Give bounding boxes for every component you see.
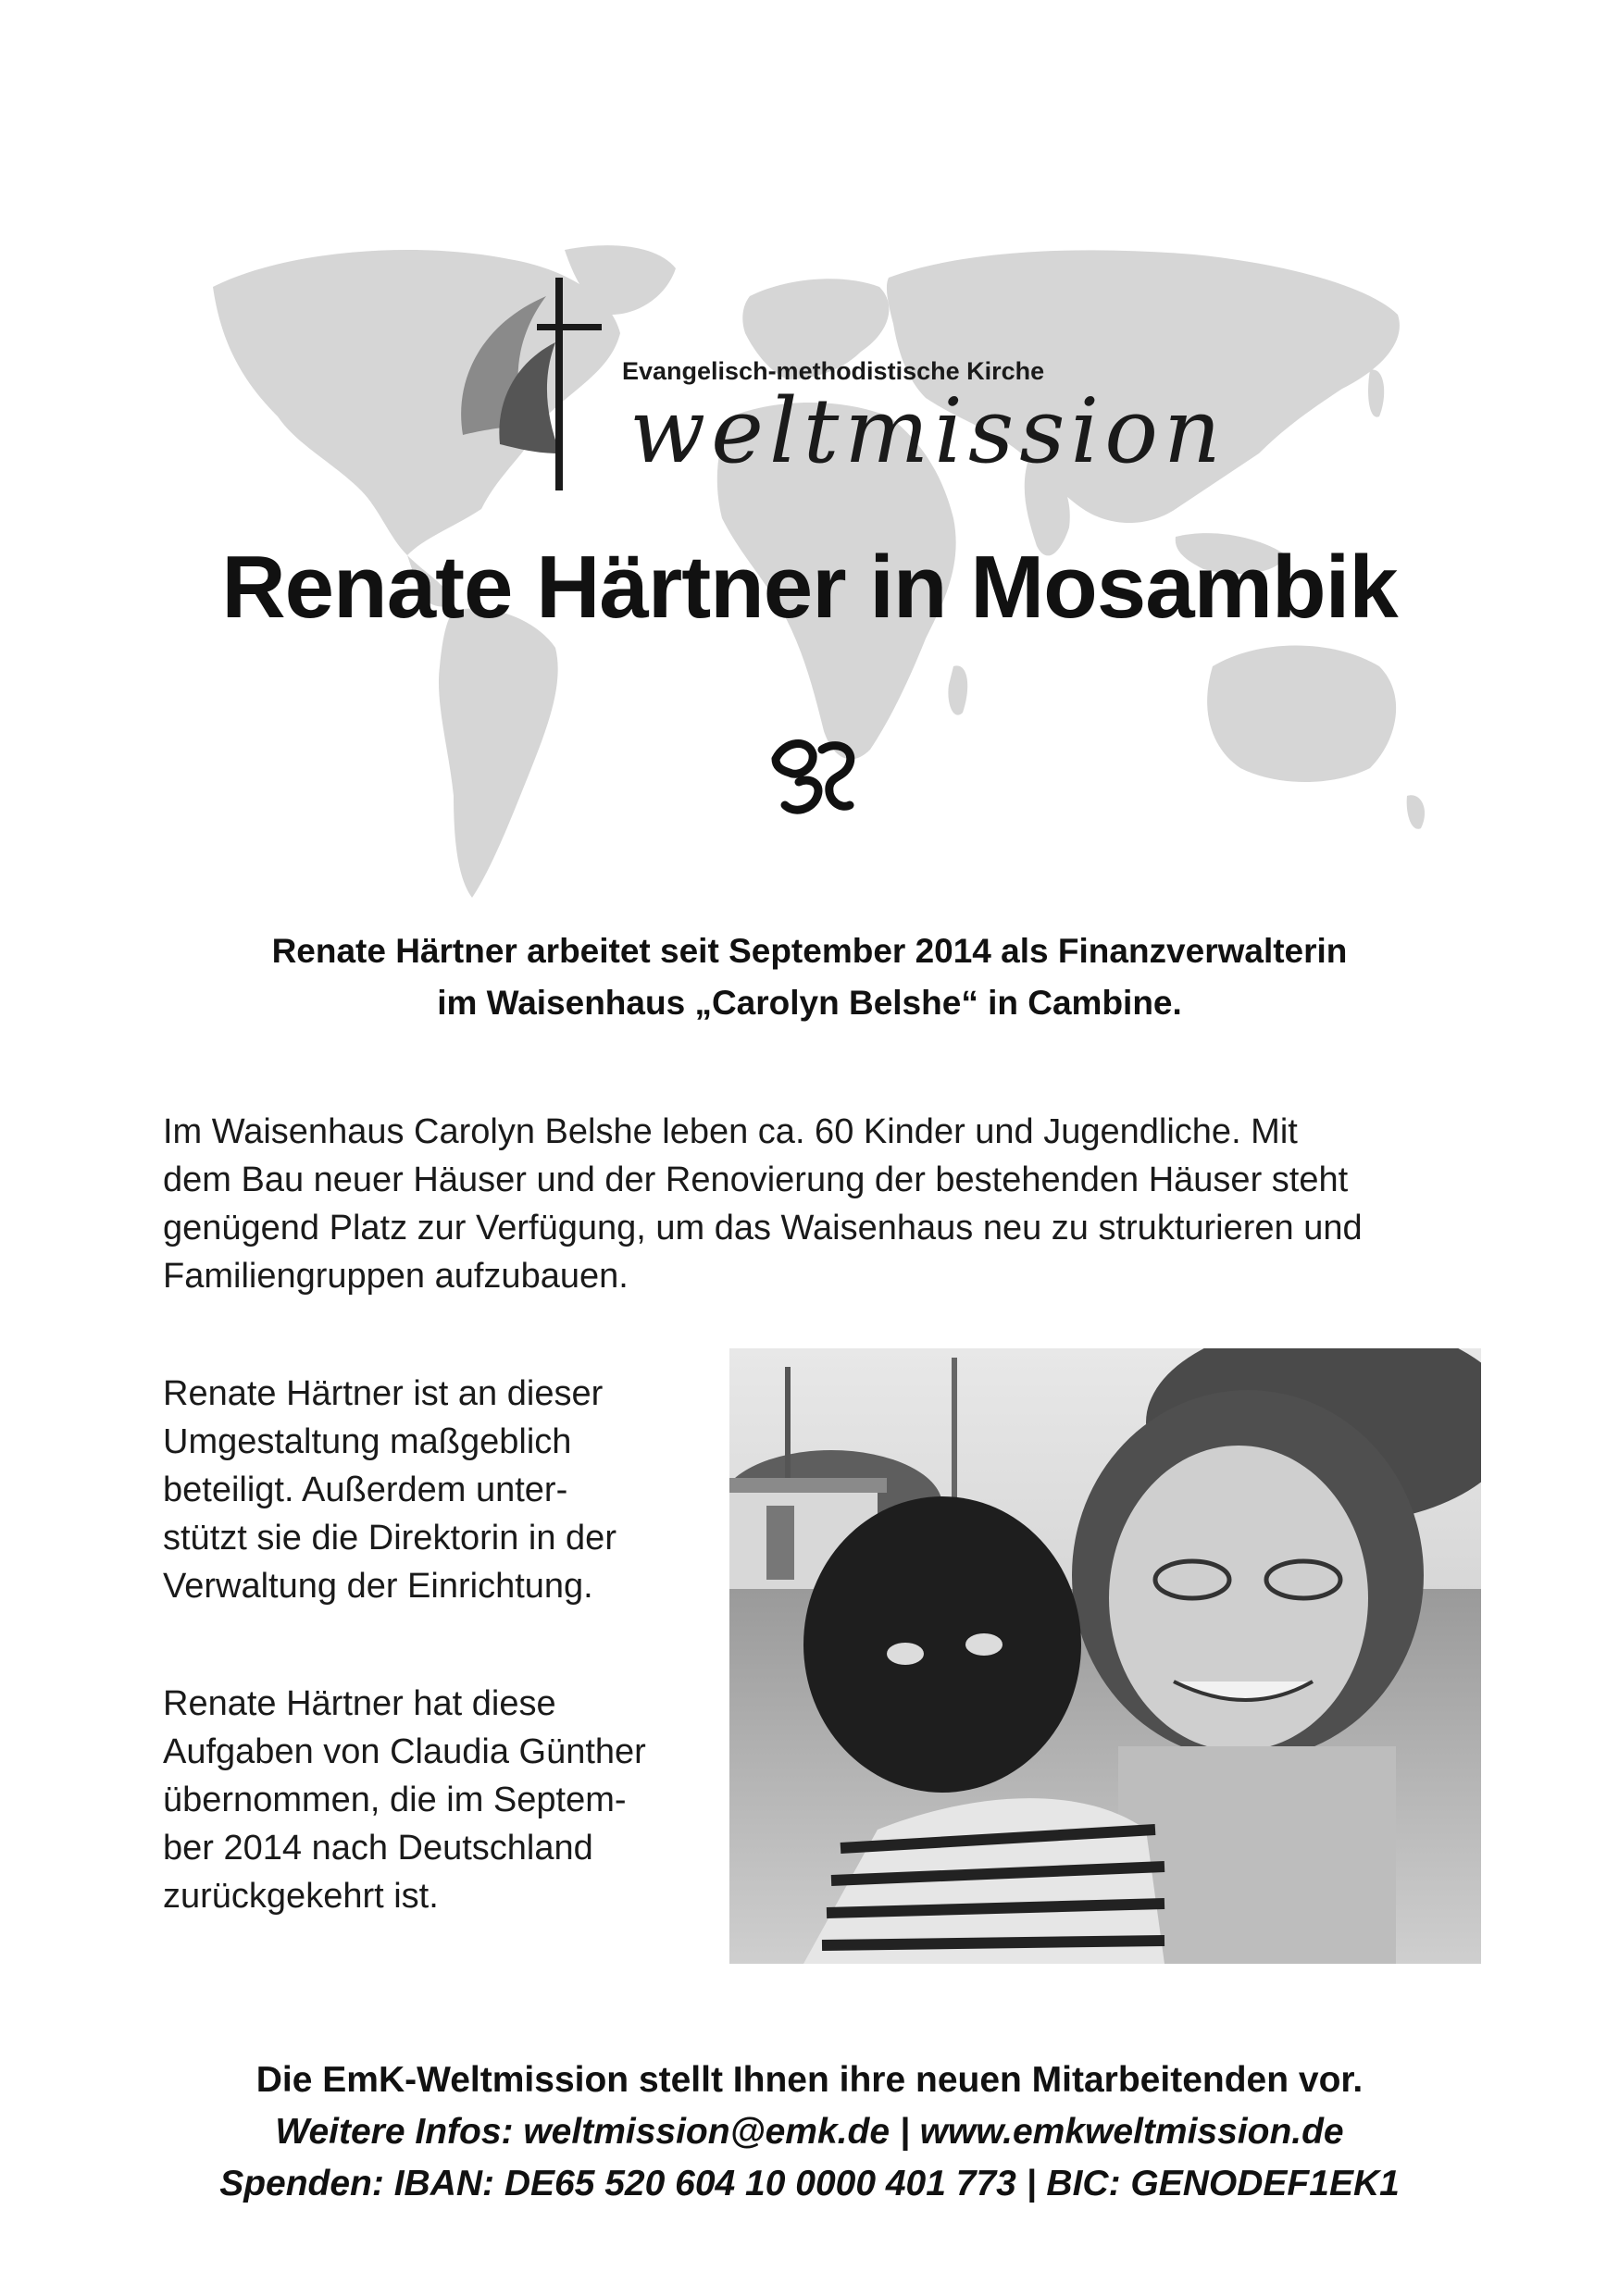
text-line: genügend Platz zur Verfügung, um das Waisenhaus neu zu strukturieren und	[163, 1209, 1363, 1247]
text-line: Familiengruppen aufzubauen.	[163, 1257, 629, 1296]
text-line: Aufgaben von Claudia Günther	[163, 1732, 646, 1771]
text-line: zurückgekehrt ist.	[163, 1877, 439, 1916]
text-line: stützt sie die Direktorin in der	[163, 1519, 616, 1558]
text-line: übernommen, die im Septem-	[163, 1781, 627, 1819]
body-paragraph-1	[163, 1108, 1477, 1300]
lead-paragraph	[111, 925, 1508, 1029]
text-line: ber 2014 nach Deutschland	[163, 1829, 593, 1868]
body-paragraph-2	[163, 1370, 718, 1610]
logo-org-name: Evangelisch-methodistische Kirche	[622, 357, 1045, 385]
logo-wordmark: weltmission	[629, 379, 1227, 483]
country-map-icon	[757, 731, 868, 833]
lead-line: Renate Härtner arbeitet seit September 2014 als Finanzverwalterin	[271, 932, 1348, 970]
page-title: Renate Härtner in Mosambik	[221, 538, 1398, 637]
text-line: Renate Härtner ist an dieser	[163, 1374, 604, 1413]
footer	[0, 2054, 1619, 2210]
body-paragraph-3	[163, 1680, 718, 1920]
footer-contact: Weitere Infos: weltmission@emk.de | www.emkweltmission.de	[275, 2112, 1344, 2152]
church-logo-icon	[444, 268, 629, 500]
text-line: Renate Härtner hat diese	[163, 1684, 556, 1723]
text-line: beteiligt. Außerdem unter-	[163, 1471, 568, 1509]
text-line: dem Bau neuer Häuser und der Renovierung der bestehenden Häuser steht	[163, 1160, 1349, 1199]
footer-donation: Spenden: IBAN: DE65 520 604 10 0000 401 773 | BIC: GENODEF1EK1	[219, 2164, 1400, 2203]
text-line: Im Waisenhaus Carolyn Belshe leben ca. 60 Kinder und Jugendliche. Mit	[163, 1112, 1298, 1151]
text-line: Umgestaltung maßgeblich	[163, 1422, 572, 1461]
text-line: Verwaltung der Einrichtung.	[163, 1567, 593, 1606]
footer-intro: Die EmK-Weltmission stellt Ihnen ihre neuen Mitarbeitenden vor.	[255, 2060, 1364, 2100]
lead-line: im Waisenhaus „Carolyn Belshe“ in Cambine.	[437, 984, 1182, 1022]
portrait-photo	[729, 1348, 1481, 1964]
